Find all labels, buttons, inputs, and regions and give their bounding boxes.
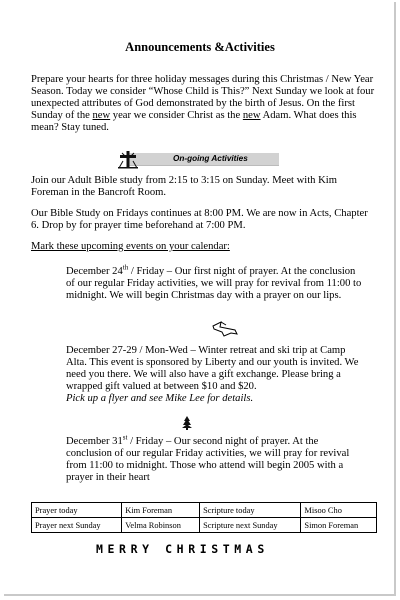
duty-label: Prayer today	[32, 503, 122, 518]
page-title: Announcements &Activities	[125, 40, 275, 54]
table-row	[32, 503, 377, 518]
tree-icon	[182, 416, 192, 430]
duty-label: Prayer next Sunday	[32, 518, 122, 533]
adult-study-paragraph: Join our Adult Bible study from 2:15 to 3:15 on Sunday. Meet with Kim Foreman in the Bancroft Room.	[31, 175, 337, 198]
table-row	[32, 518, 377, 533]
event-description: / Mon-Wed – Winter retreat and ski trip at Camp Alta. This event is sponsored by Liberty and our youth is invited. We need you there. We will also have a gift exchange. Please bring a wrapped gift valued at between $10 and $20.	[66, 345, 359, 392]
intro-text: Prepare your hearts for three holiday messages during this Christmas / New Year Season. Today we consider “Whose Child is This?” Next Sunday we look at four unexpected attributes of God demonstrated by the birth of Jesus. On the first Sunday of the	[31, 74, 375, 121]
banner-label: On-going Activities	[173, 154, 248, 163]
event-date-suffix: th	[122, 263, 129, 272]
friday-study-paragraph: Our Bible Study on Fridays continues at 8:00 PM. We are now in Acts, Chapter 6. Drop by for prayer time beforehand at 7:00 PM.	[31, 208, 368, 231]
event-description: / Friday – Our second night of prayer. At the conclusion of our regular Friday activities, we will pray for revival from 11:00 to midnight. Those who attend will begin 2005 with a prayer in their heart	[66, 436, 350, 483]
intro-text: Adam. What does this mean? Stay tuned.	[31, 110, 357, 133]
duties-table	[31, 502, 377, 533]
event-item	[66, 345, 366, 405]
event-description: / Friday – Our first night of prayer. At the conclusion of our regular Friday activities, we will pray for revival from 11:00 to midnight. We will begin Christmas day with a prayer on our lips.	[66, 266, 362, 301]
event-date: December 31	[66, 436, 123, 447]
duty-person: Simon Foreman	[301, 518, 377, 533]
cross-icon	[117, 150, 139, 169]
duty-person: Misoo Cho	[301, 503, 377, 518]
intro-paragraph	[31, 74, 376, 134]
event-item	[66, 433, 366, 484]
merry-christmas-footer: MERRY CHRISTMAS	[96, 542, 269, 556]
duty-label: Scripture next Sunday	[200, 518, 301, 533]
intro-underline-new: new	[92, 110, 111, 121]
intro-text: year we consider Christ as the	[110, 110, 243, 121]
event-note: Pick up a flyer and see Mike Lee for details.	[66, 393, 254, 404]
intro-underline-new: new	[242, 110, 261, 121]
event-date: December 24	[66, 266, 123, 277]
duty-person: Kim Foreman	[122, 503, 200, 518]
event-date: December 27-29	[66, 345, 137, 356]
event-date-suffix: st	[122, 433, 128, 442]
duty-label: Scripture today	[200, 503, 301, 518]
ongoing-activities-banner	[103, 150, 279, 169]
duty-person: Velma Robinson	[122, 518, 200, 533]
calendar-heading: Mark these upcoming events on your calendar:	[31, 241, 230, 252]
dove-icon	[211, 320, 239, 338]
event-item	[66, 263, 366, 302]
